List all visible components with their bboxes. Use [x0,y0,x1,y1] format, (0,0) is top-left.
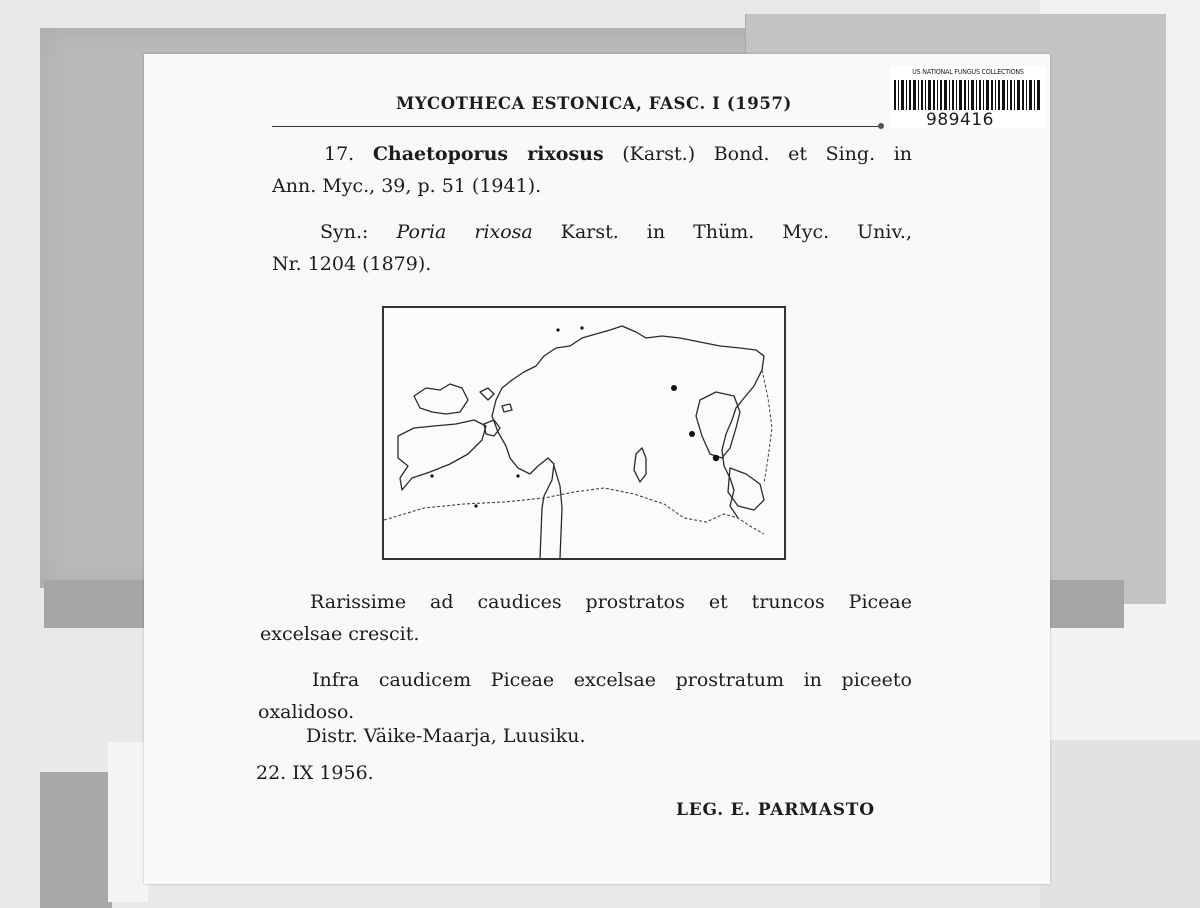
species-authority: (Karst.) Bond. et Sing. in [622,143,913,165]
specimen-label [144,54,1050,884]
record-dot [516,474,519,477]
barcode-caption: US NATIONAL FUNGUS COLLECTIONS [912,68,1024,76]
species-number: 17. [324,143,355,165]
background-right-lower [1040,740,1200,908]
vormsi-island [480,388,494,400]
record-dot [430,474,433,477]
record-dot [713,455,719,461]
record-dot [671,385,677,391]
species-name: Chaetoporus rixosus [372,143,604,165]
mainland-coastline [536,326,764,420]
habitat-line-2: excelsae crescit. [260,623,420,645]
synonym-name: Poria rixosa [396,221,533,243]
small-island [502,404,512,412]
lake-peipus [696,392,740,458]
locality-text: Distr. Väike-Maarja, Luusiku. [306,725,586,747]
eastern-border [762,370,772,484]
synonym-prefix: Syn.: [320,221,369,243]
header-rule [272,126,878,127]
saaremaa-island [398,420,486,490]
west-coast [492,366,554,558]
collector-name: LEG. E. PARMASTO [676,800,875,820]
barcode-sticker [890,66,1046,128]
label-underflap [108,742,148,902]
muhu-island [484,420,500,436]
envelope-lower-left [40,772,112,908]
barcode-number: 989416 [926,110,994,130]
synonym-citation [272,216,912,280]
label-header: MYCOTHECA ESTONICA, FASC. I (1957) [396,94,792,113]
estonia-distribution-map [382,306,786,560]
habitat-line-1: Rarissime ad caudices prostratos et truncos Piceae [310,591,912,613]
synonym-rest: Karst. in Thüm. Myc. Univ., [560,221,913,243]
collection-date: 22. IX 1956. [256,762,374,784]
substrate-line-2: oxalidoso. [258,701,355,723]
record-dot [689,431,695,437]
species-line-2: Ann. Myc., 39, p. 51 (1941). [272,175,542,197]
record-dot [580,326,583,329]
substrate-text [258,664,912,728]
lake-vortsjarv [634,448,646,482]
record-dot [556,328,559,331]
substrate-line-1: Infra caudicem Piceae excelsae prostratum in piceeto [312,669,912,691]
barcode-icon [894,80,1040,110]
record-dot [474,504,477,507]
hiiumaa-island [414,384,468,414]
header-rule-dot [878,123,884,129]
synonym-line-2: Nr. 1204 (1879). [272,253,432,275]
species-line-1 [272,138,912,170]
latvia-border-coast [554,466,562,558]
map-drawing [384,308,784,558]
synonym-line-1 [272,216,912,248]
species-citation [272,138,912,202]
habitat-text [260,586,912,650]
southern-border [384,488,764,534]
